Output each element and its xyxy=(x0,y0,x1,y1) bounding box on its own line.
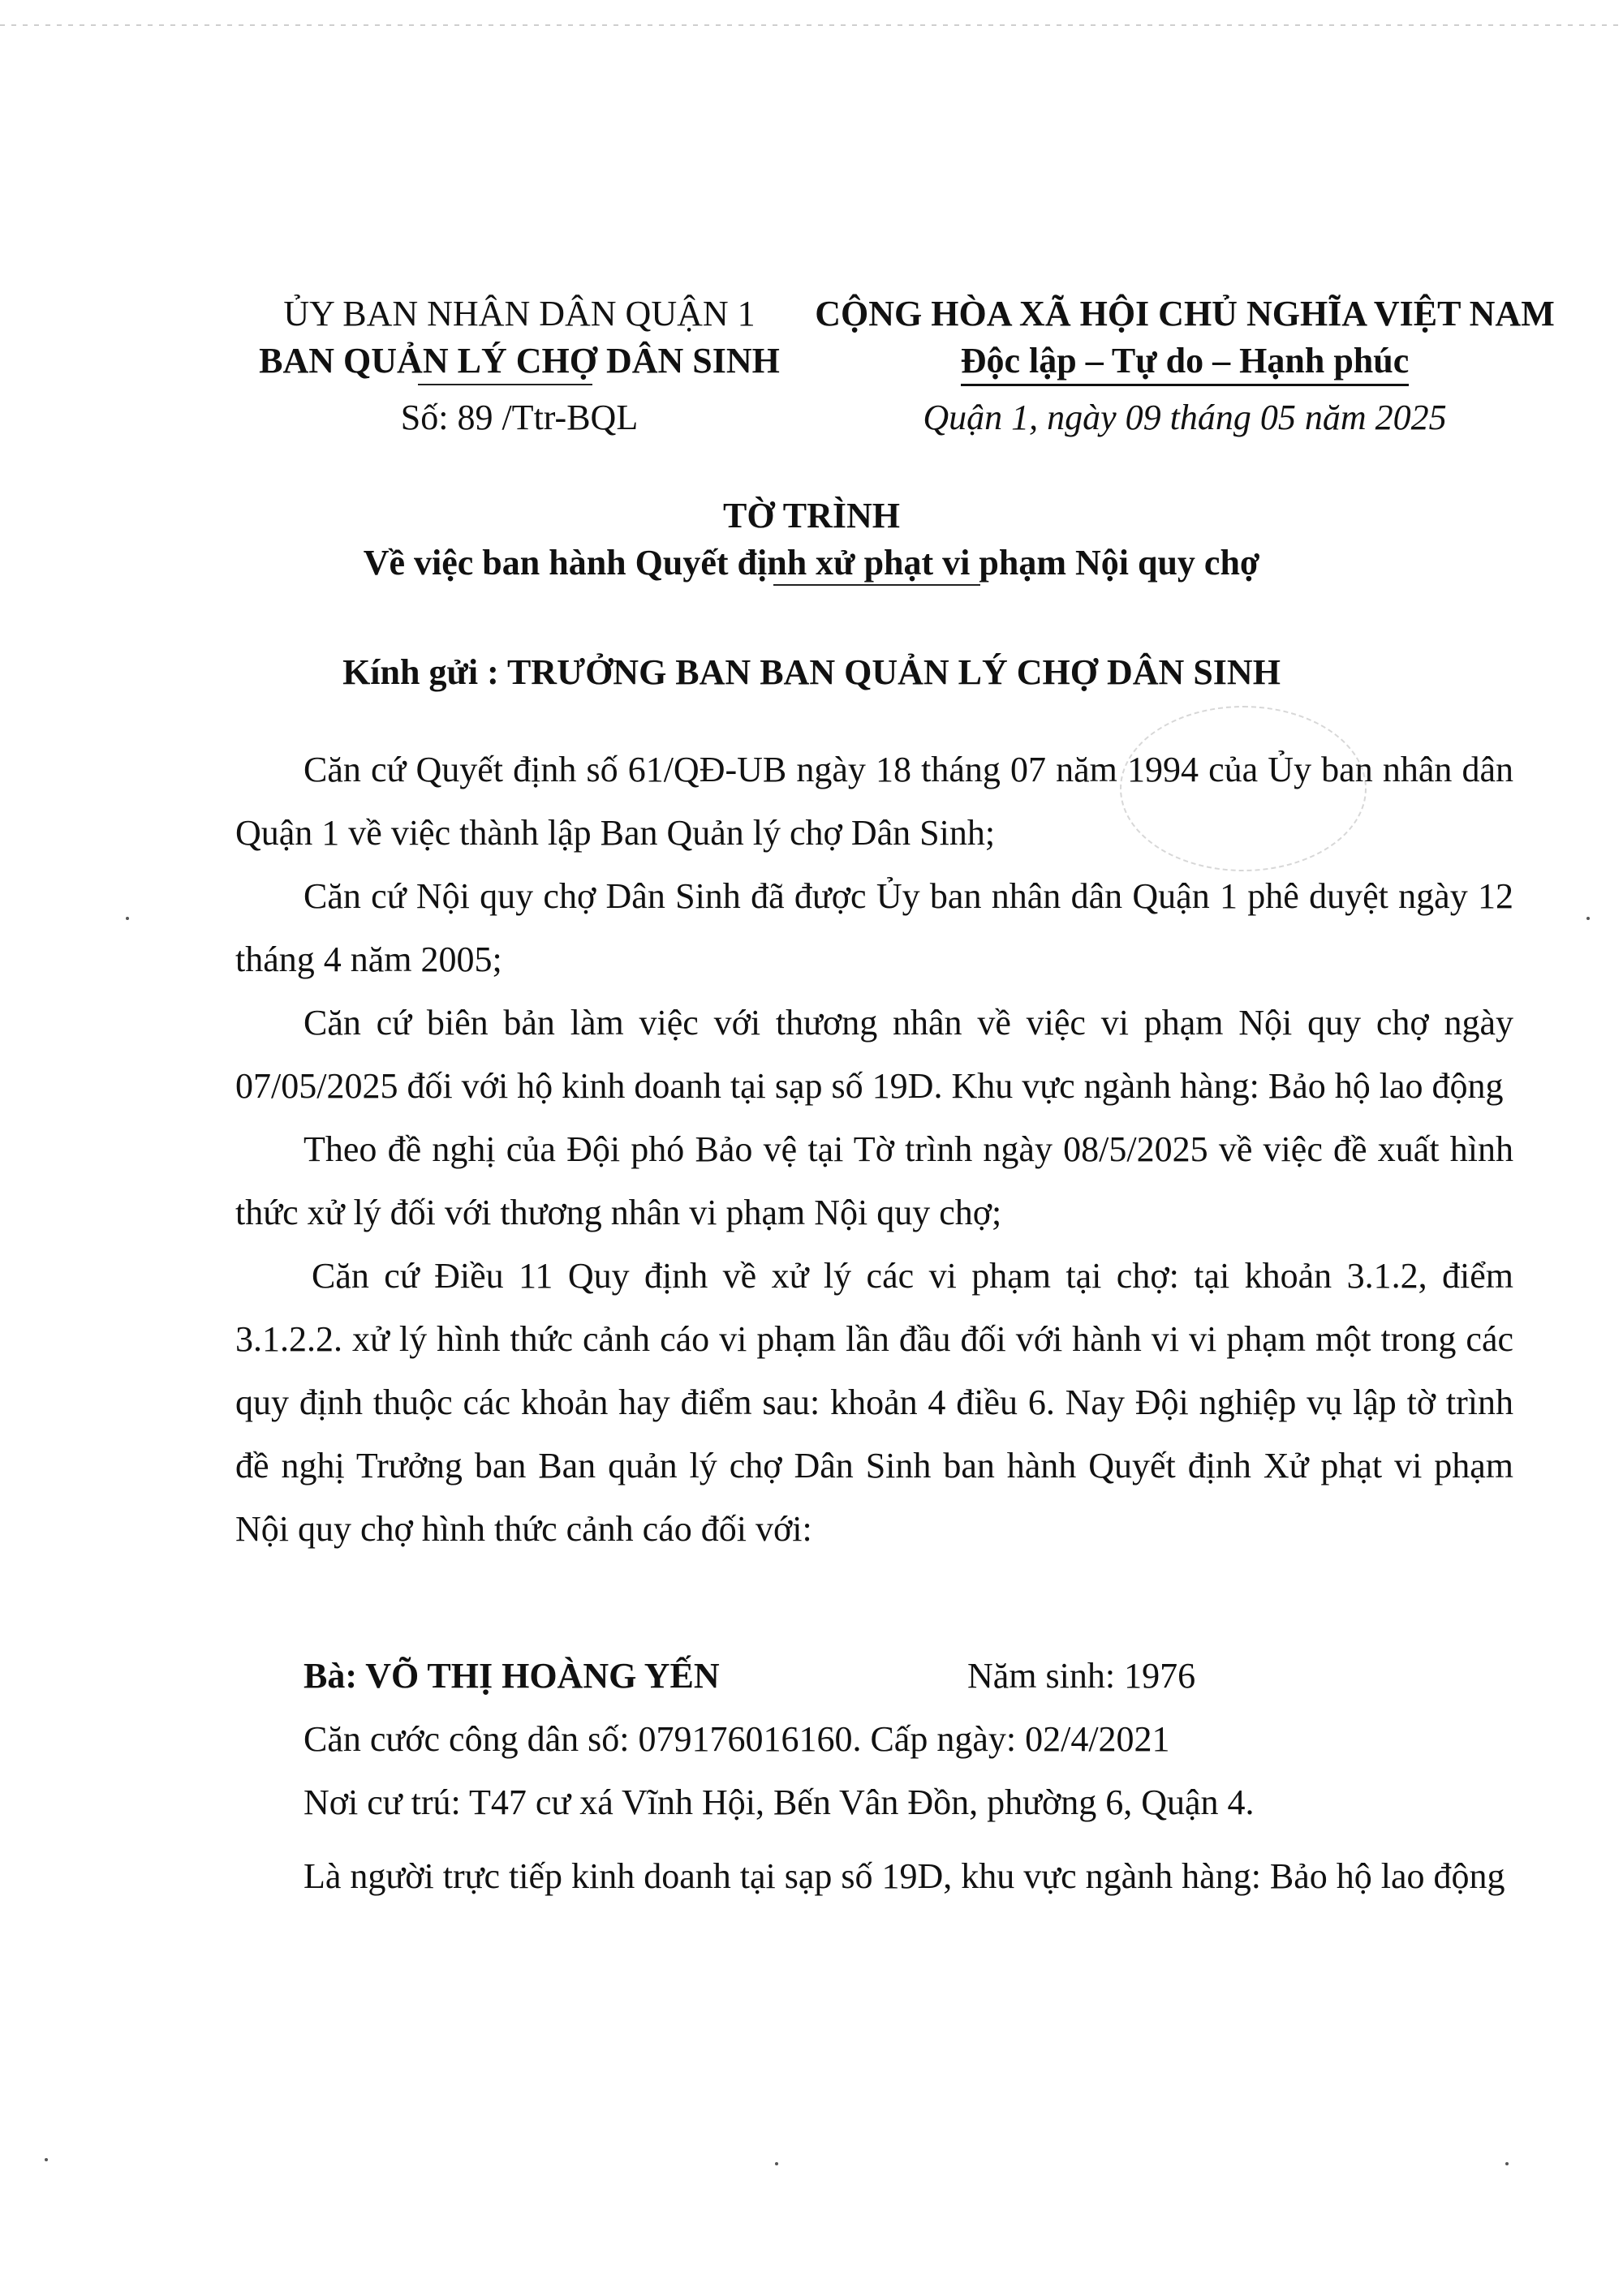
paragraph-5: Căn cứ Điều 11 Quy định về xử lý các vi phạm tại chợ: tại khoản 3.1.2, điểm 3.1.2.2. xử lý hình thức cảnh cáo vi phạm lần đầu đối với hành vi vi phạm một trong các quy định thuộc các khoản hay điểm sau: khoản 4 điều 6. Nay Đội nghiệp vụ lập tờ trình đề nghị Trưởng ban Ban quản lý chợ Dân Sinh ban hành Quyết định Xử phạt vi phạm Nội quy chợ hình thức cảnh cáo đối với: xyxy=(235,1256,1513,1549)
person-business-block xyxy=(235,1845,1513,1908)
national-motto-block xyxy=(803,296,1566,447)
agency-name: BAN QUẢN LÝ CHỢ DÂN SINH xyxy=(259,341,780,381)
scan-speck xyxy=(775,2162,778,2165)
paragraph-1: Căn cứ Quyết định số 61/QĐ-UB ngày 18 tháng 07 năm 1994 của Ủy ban nhân dân Quận 1 về việc thành lập Ban Quản lý chợ Dân Sinh; xyxy=(235,750,1513,853)
scan-speck xyxy=(1586,917,1590,920)
document-subject: Về việc ban hành Quyết định xử phạt vi phạm Nội quy chợ xyxy=(363,543,1260,583)
person-id-card: Căn cước công dân số: 079176016160. Cấp ngày: 02/4/2021 xyxy=(304,1719,1170,1759)
person-residence: Nơi cư trú: T47 cư xá Vĩnh Hội, Bến Vân Đồn, phường 6, Quận 4. xyxy=(304,1782,1255,1822)
person-name: Bà: VÕ THỊ HOÀNG YẾN xyxy=(304,1656,720,1696)
subject-underline xyxy=(773,584,980,586)
document-number: Số: 89 /Ttr-BQL xyxy=(400,398,639,437)
document-body xyxy=(235,738,1513,1561)
scan-speck xyxy=(1505,2162,1509,2165)
issuing-agency-block xyxy=(235,296,803,447)
agency-parent: ỦY BAN NHÂN DÂN QUẬN 1 xyxy=(283,294,756,333)
scan-speck xyxy=(126,917,129,920)
scan-edge xyxy=(0,24,1623,26)
country-name: CỘNG HÒA XÃ HỘI CHỦ NGHĨA VIỆT NAM xyxy=(815,294,1555,333)
person-birth-year: Năm sinh: 1976 xyxy=(967,1656,1196,1696)
document-title: TỜ TRÌNH xyxy=(722,496,901,535)
recipient-line: Kính gửi : TRƯỞNG BAN BAN QUẢN LÝ CHỢ DÂN SINH xyxy=(342,652,1281,692)
agency-underline xyxy=(418,384,592,385)
paragraph-4: Theo đề nghị của Đội phó Bảo vệ tại Tờ trình ngày 08/5/2025 về việc đề xuất hình thức xử lý đối với thương nhân vi phạm Nội quy chợ; xyxy=(235,1129,1513,1232)
paragraph-2: Căn cứ Nội quy chợ Dân Sinh đã được Ủy ban nhân dân Quận 1 phê duyệt ngày 12 tháng 4 năm 2005; xyxy=(235,876,1513,979)
scan-speck xyxy=(45,2158,48,2161)
paragraph-3: Căn cứ biên bản làm việc với thương nhân về việc vi phạm Nội quy chợ ngày 07/05/2025 đối với hộ kinh doanh tại sạp số 19D. Khu vực ngành hàng: Bảo hộ lao động xyxy=(235,1003,1513,1106)
person-business: Là người trực tiếp kinh doanh tại sạp số 19D, khu vực ngành hàng: Bảo hộ lao động xyxy=(304,1856,1505,1896)
place-date: Quận 1, ngày 09 tháng 05 năm 2025 xyxy=(923,398,1447,437)
motto: Độc lập – Tự do – Hạnh phúc xyxy=(961,341,1410,386)
